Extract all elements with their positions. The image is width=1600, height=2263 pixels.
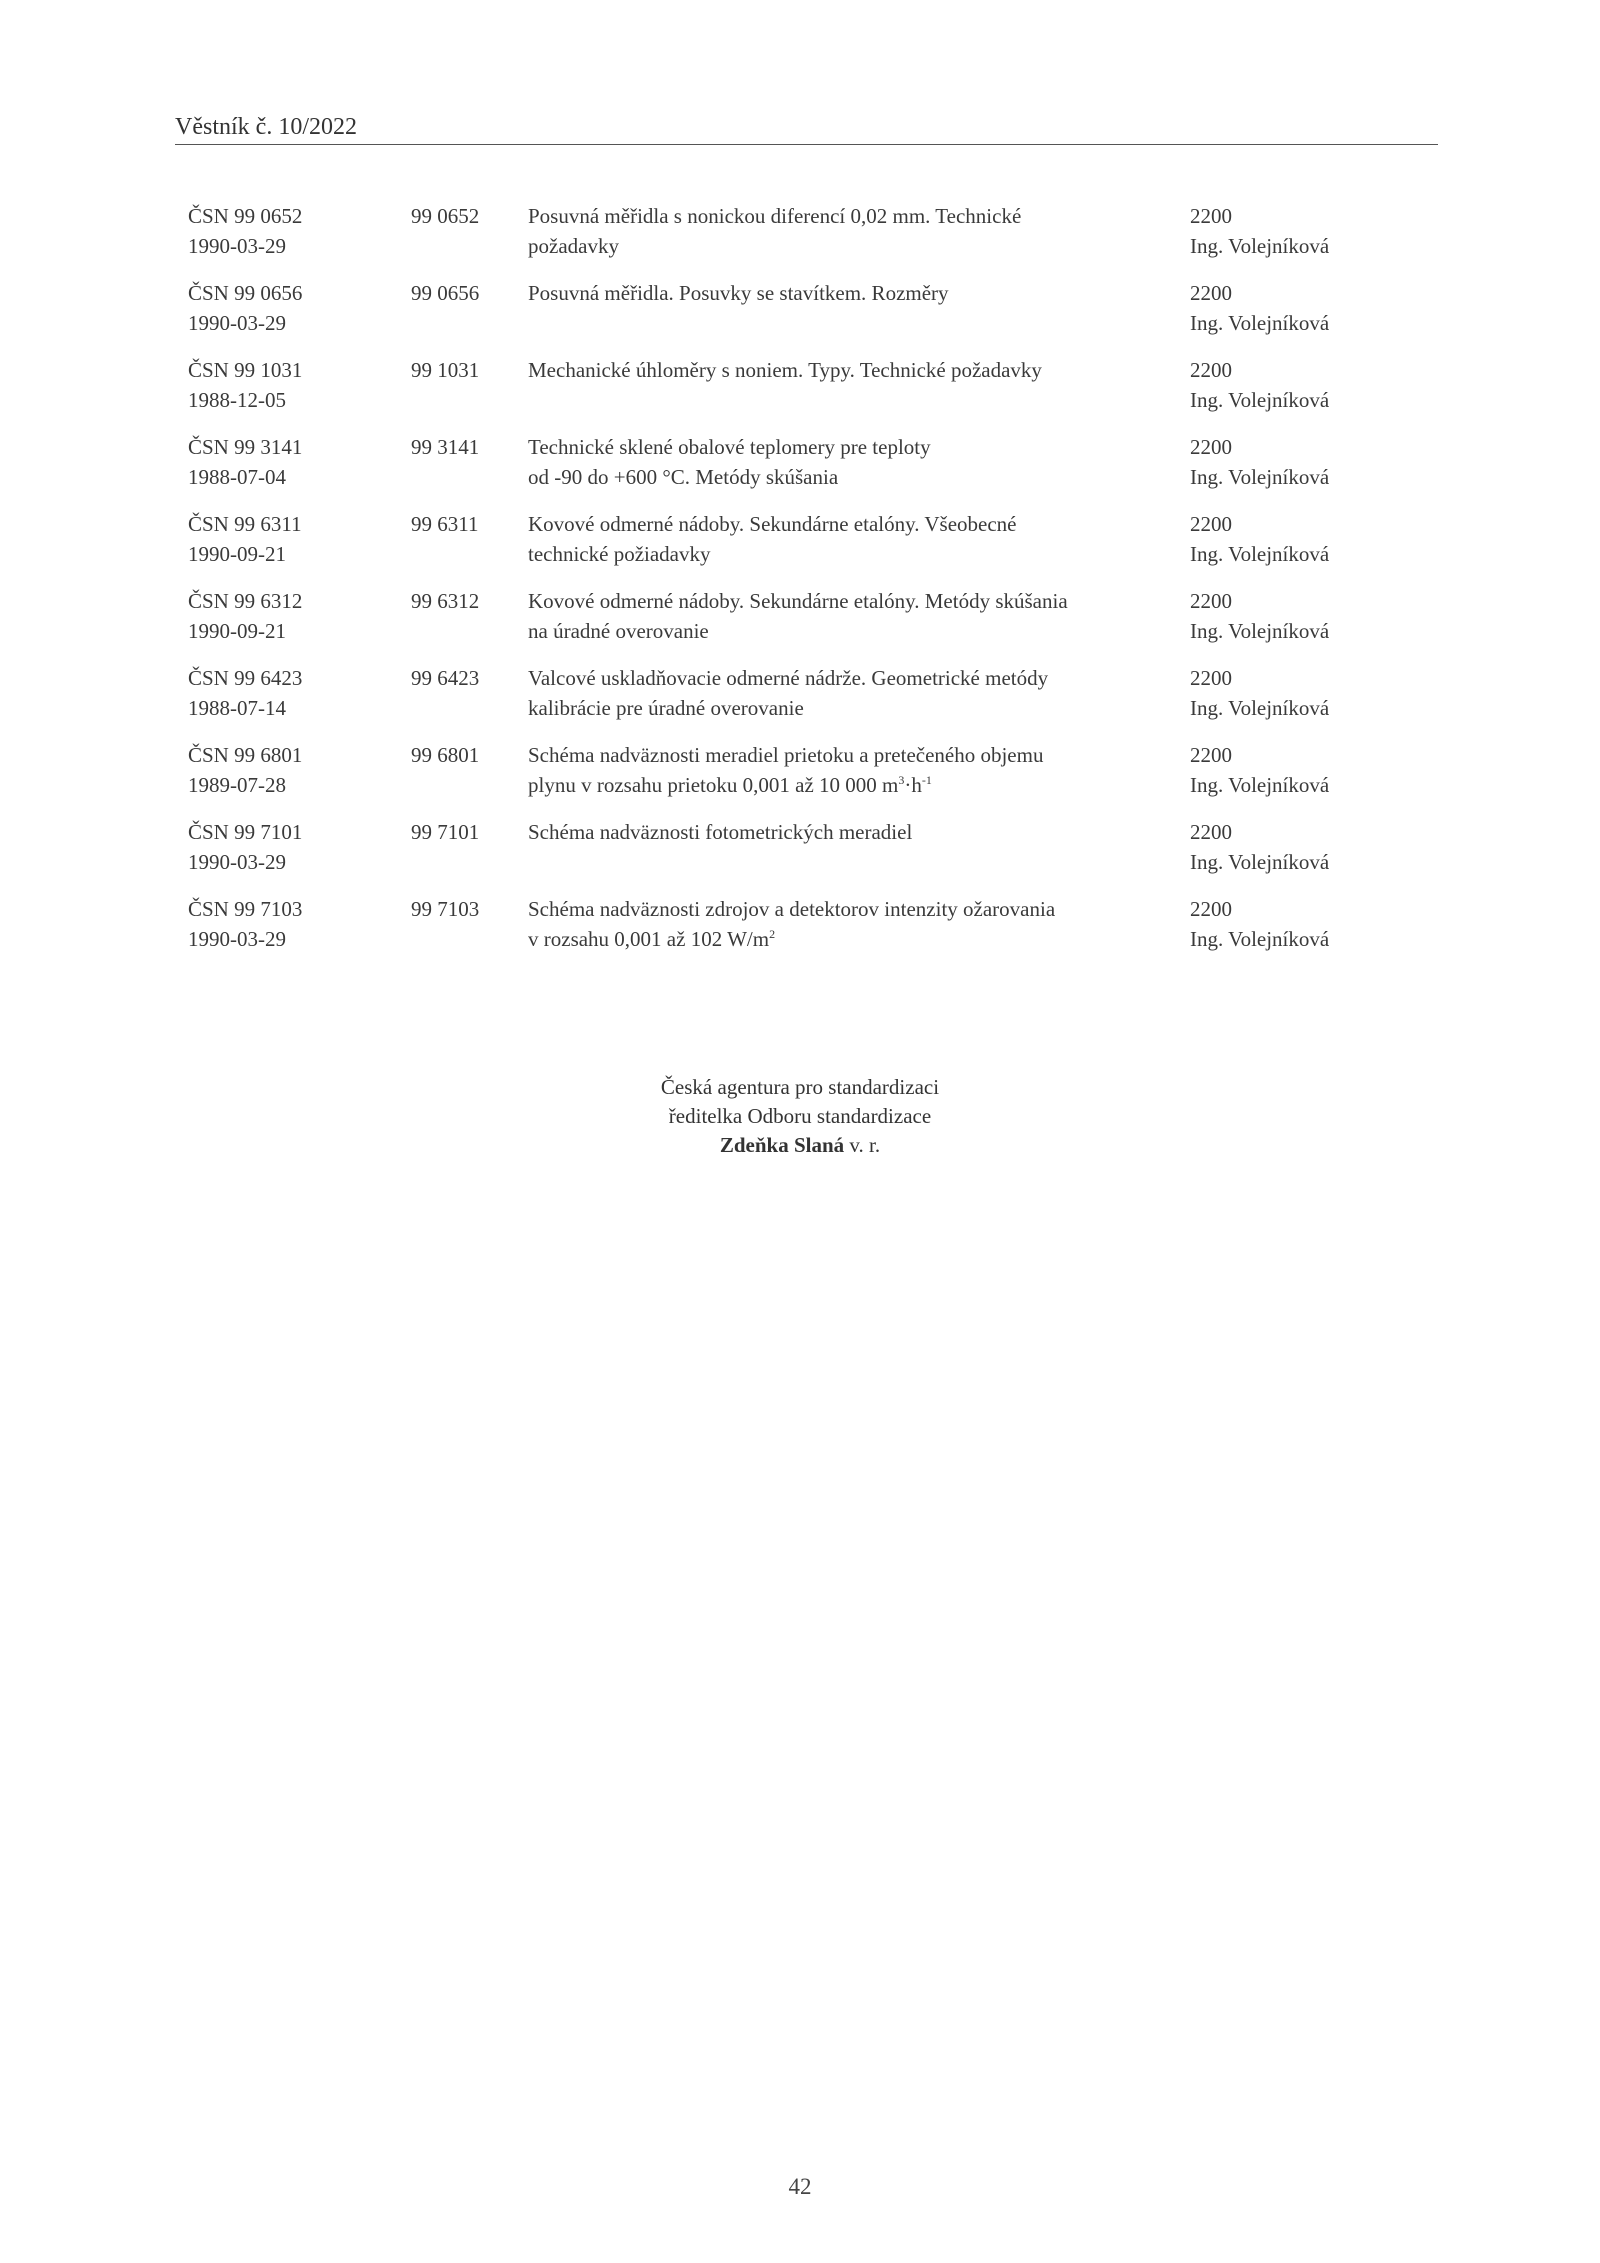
standard-date: 1990-03-29 [188,234,286,258]
responsible-person: Ing. Volejníková [1190,388,1330,412]
responsible-person: Ing. Volejníková [1190,234,1330,258]
responsible-person: Ing. Volejníková [1190,850,1330,874]
standard-date: 1990-03-29 [188,850,286,874]
standard-date: 1990-03-29 [188,927,286,951]
standard-title: Technické sklené obalové teplomery pre teploty [528,435,931,459]
standard-id: ČSN 99 1031 [188,358,303,382]
list-item [188,201,1348,278]
standard-id: ČSN 99 6311 [188,512,302,536]
classification-code: 99 0652 [411,204,480,228]
signatory-role: ředitelka Odboru standardizace [668,1104,932,1128]
title-text: v rozsahu 0,001 až 102 W/m [528,927,770,951]
standard-title: Posuvná měřidla s nonickou diferencí 0,02 mm. Technické [528,204,1022,228]
standard-title: Mechanické úhloměry s noniem. Typy. Technické požadavky [528,358,1042,382]
responsible-person: Ing. Volejníková [1190,311,1330,335]
signature-block [0,1073,1600,1160]
signatory-name: Zdeňka Slaná [719,1133,845,1157]
reference-number: 2200 [1190,358,1232,382]
agency-name: Česká agentura pro standardizaci [660,1075,940,1099]
standard-id: ČSN 99 7101 [188,820,303,844]
classification-code: 99 6311 [411,512,479,536]
list-item [188,355,1348,432]
page-number: 42 [788,2174,812,2199]
responsible-person: Ing. Volejníková [1190,696,1330,720]
signatory-line [0,1131,1600,1160]
standard-title: Kovové odmerné nádoby. Sekundárne etalóny. Všeobecné [528,512,1017,536]
standard-id: ČSN 99 3141 [188,435,303,459]
standard-date: 1988-12-05 [188,388,286,412]
standard-title-cont [528,770,1188,800]
standard-title: Schéma nadväznosti zdrojov a detektorov intenzity ožarovania [528,897,1056,921]
standard-title: Posuvná měřidla. Posuvky se stavítkem. Rozměry [528,281,949,305]
standard-date: 1988-07-14 [188,696,286,720]
classification-code: 99 6801 [411,743,480,767]
classification-code: 99 7101 [411,820,480,844]
reference-number: 2200 [1190,820,1232,844]
standard-date: 1989-07-28 [188,773,286,797]
list-item [188,278,1348,355]
classification-code: 99 6423 [411,666,480,690]
superscript: 2 [769,927,776,941]
standard-id: ČSN 99 6423 [188,666,303,690]
responsible-person: Ing. Volejníková [1190,465,1330,489]
standards-list [188,201,1348,971]
superscript: -1 [921,773,932,787]
responsible-person: Ing. Volejníková [1190,619,1330,643]
standard-date: 1990-03-29 [188,311,286,335]
list-item [188,509,1348,586]
reference-number: 2200 [1190,897,1232,921]
standard-title-cont: technické požiadavky [528,542,711,566]
standard-title: Kovové odmerné nádoby. Sekundárne etalóny. Metódy skúšania [528,589,1068,613]
list-item [188,663,1348,740]
reference-number: 2200 [1190,204,1232,228]
standard-title-cont: na úradné overovanie [528,619,709,643]
reference-number: 2200 [1190,281,1232,305]
list-item [188,817,1348,894]
standard-id: ČSN 99 0652 [188,204,303,228]
classification-code: 99 0656 [411,281,480,305]
list-item [188,586,1348,663]
reference-number: 2200 [1190,589,1232,613]
standard-date: 1990-09-21 [188,542,286,566]
classification-code: 99 3141 [411,435,480,459]
standard-id: ČSN 99 7103 [188,897,303,921]
standard-id: ČSN 99 6312 [188,589,303,613]
standard-title: Valcové uskladňovacie odmerné nádrže. Geometrické metódy [528,666,1049,690]
list-item [188,432,1348,509]
reference-number: 2200 [1190,666,1232,690]
reference-number: 2200 [1190,435,1232,459]
responsible-person: Ing. Volejníková [1190,542,1330,566]
responsible-person: Ing. Volejníková [1190,773,1330,797]
journal-title: Věstník č. 10/2022 [175,114,357,140]
page-header [175,112,1438,145]
responsible-person: Ing. Volejníková [1190,927,1330,951]
list-item [188,894,1348,971]
standard-title: Schéma nadväznosti fotometrických meradiel [528,820,913,844]
standard-title-cont [528,924,1188,954]
signatory-suffix: v. r. [844,1133,881,1157]
title-text: plynu v rozsahu prietoku 0,001 až 10 000 m [528,773,899,797]
classification-code: 99 7103 [411,897,480,921]
standard-id: ČSN 99 6801 [188,743,303,767]
reference-number: 2200 [1190,512,1232,536]
standard-id: ČSN 99 0656 [188,281,303,305]
standard-date: 1990-09-21 [188,619,286,643]
standard-title-cont: od -90 do +600 °C. Metódy skúšania [528,465,839,489]
standard-title-cont: kalibrácie pre úradné overovanie [528,696,804,720]
standard-date: 1988-07-04 [188,465,286,489]
reference-number: 2200 [1190,743,1232,767]
standard-title: Schéma nadväznosti meradiel prietoku a pretečeného objemu [528,743,1044,767]
classification-code: 99 6312 [411,589,480,613]
classification-code: 99 1031 [411,358,480,382]
title-unit: ·h [904,773,922,797]
standard-title-cont: požadavky [528,234,619,258]
list-item [188,740,1348,817]
superscript: 3 [898,773,905,787]
